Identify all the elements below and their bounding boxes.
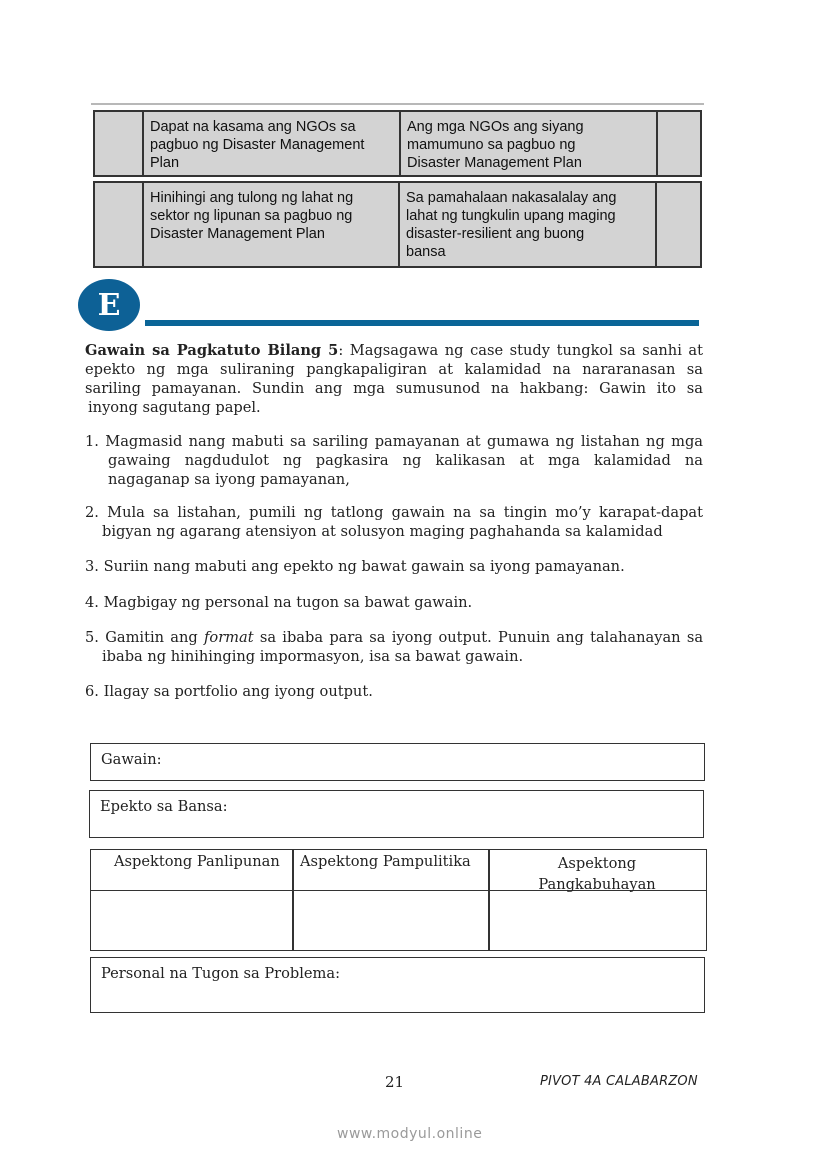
intro-line: epekto ng mga suliraning pangkapaligiran at kalamidad na nararanasan sa: [85, 361, 703, 378]
statement-line: mamumuno sa pagbuo ng: [407, 137, 576, 153]
step-italic: format: [204, 629, 254, 646]
step-number: 6.: [85, 683, 99, 700]
header-pangkabuhayan: [489, 853, 705, 895]
step-5: [85, 628, 703, 666]
statement-line: lahat ng tungkulin upang maging: [406, 208, 616, 224]
epekto-field[interactable]: [89, 790, 704, 838]
gawain-label: Gawain:: [101, 751, 162, 768]
top-divider: [91, 103, 704, 105]
header-line: Pangkabuhayan: [538, 876, 656, 893]
intro-line: sariling pamayanan. Sundin ang mga sumusunod na hakbang: Gawin ito sa: [85, 380, 703, 397]
step-text: sa ibaba para sa iyong output. Punuin ang talahanayan sa: [253, 629, 704, 646]
step-1: [85, 432, 703, 489]
statement-line: Disaster Management Plan: [150, 226, 325, 242]
step-2: [85, 503, 703, 541]
footer-brand: PIVOT 4A CALABARZON: [540, 1074, 698, 1089]
statement-right: [401, 112, 658, 175]
step-line: Suriin nang mabuti ang epekto ng bawat gawain sa iyong pamayanan.: [103, 558, 625, 575]
step-number: 4.: [85, 594, 99, 611]
step-number: 1.: [85, 433, 99, 450]
answer-cell-left: [95, 183, 144, 266]
watermark: www.modyul.online: [337, 1126, 483, 1142]
step-4: [85, 593, 703, 612]
statement-row: [93, 181, 702, 268]
pampulitika-cell[interactable]: [294, 891, 488, 950]
step-number: 2.: [85, 504, 99, 521]
section-e-badge-icon: [78, 279, 140, 331]
statement-line: Ang mga NGOs ang siyang: [407, 119, 584, 135]
statement-left: [144, 112, 401, 175]
statement-line: bansa: [406, 244, 446, 260]
step-6: [85, 682, 703, 701]
personal-label: Personal na Tugon sa Problema:: [101, 965, 341, 982]
step-line: gawaing nagdudulot ng pagkasira ng kalikasan at mga kalamidad na: [108, 452, 703, 469]
step-line: Mula sa listahan, pumili ng tatlong gawain na sa tingin mo’y karapat-dapat: [107, 504, 703, 521]
header-panlipunan: Aspektong Panlipunan: [114, 853, 280, 870]
statement-line: Dapat na kasama ang NGOs sa: [150, 119, 356, 135]
statement-line: disaster-resilient ang buong: [406, 226, 585, 242]
statement-line: pagbuo ng Disaster Management: [150, 137, 365, 153]
intro-line: inyong sagutang papel.: [88, 399, 261, 416]
intro-line: : Magsagawa ng case study tungkol sa sanhi at: [338, 342, 704, 359]
step-line: Ilagay sa portfolio ang iyong output.: [103, 683, 373, 700]
section-rule: [145, 320, 699, 326]
gawain-field[interactable]: [90, 743, 705, 781]
statement-line: sektor ng lipunan sa pagbuo ng: [150, 208, 353, 224]
activity-intro: [85, 341, 703, 417]
step-number: 3.: [85, 558, 99, 575]
activity-title: Gawain sa Pagkatuto Bilang 5: [85, 342, 339, 359]
epekto-label: Epekto sa Bansa:: [100, 798, 228, 815]
statement-right: [400, 183, 657, 266]
aspects-table: [90, 849, 707, 951]
header-line: Aspektong: [557, 855, 637, 872]
step-line: nagaganap sa iyong pamayanan,: [108, 471, 350, 488]
statement-line: Disaster Management Plan: [407, 155, 582, 171]
header-pampulitika: Aspektong Pampulitika: [300, 853, 471, 870]
step-line: bigyan ng agarang atensiyon at solusyon maging paghahanda sa kalamidad: [102, 523, 663, 540]
badge-letter: E: [97, 287, 121, 323]
statement-line: Plan: [150, 155, 180, 171]
step-number: 5.: [85, 629, 99, 646]
step-line: Magmasid nang mabuti sa sariling pamayanan at gumawa ng listahan ng mga: [105, 433, 704, 450]
statement-line: Hinihingi ang tulong ng lahat ng: [150, 190, 354, 206]
step-line: Magbigay ng personal na tugon sa bawat gawain.: [103, 594, 473, 611]
step-3: [85, 557, 703, 576]
pangkabuhayan-cell[interactable]: [490, 891, 705, 950]
answer-cell-left: [95, 112, 144, 175]
statement-line: Sa pamahalaan nakasalalay ang: [406, 190, 617, 206]
statement-row: [93, 110, 702, 177]
answer-cell-right: [658, 112, 700, 175]
statement-left: [144, 183, 400, 266]
answer-cell-right: [657, 183, 700, 266]
personal-response-field[interactable]: [90, 957, 705, 1013]
panlipunan-cell[interactable]: [91, 891, 292, 950]
step-text: Gamitin ang: [105, 629, 204, 646]
step-line: ibaba ng hinihinging impormasyon, isa sa bawat gawain.: [102, 648, 524, 665]
page-number: 21: [385, 1073, 405, 1091]
